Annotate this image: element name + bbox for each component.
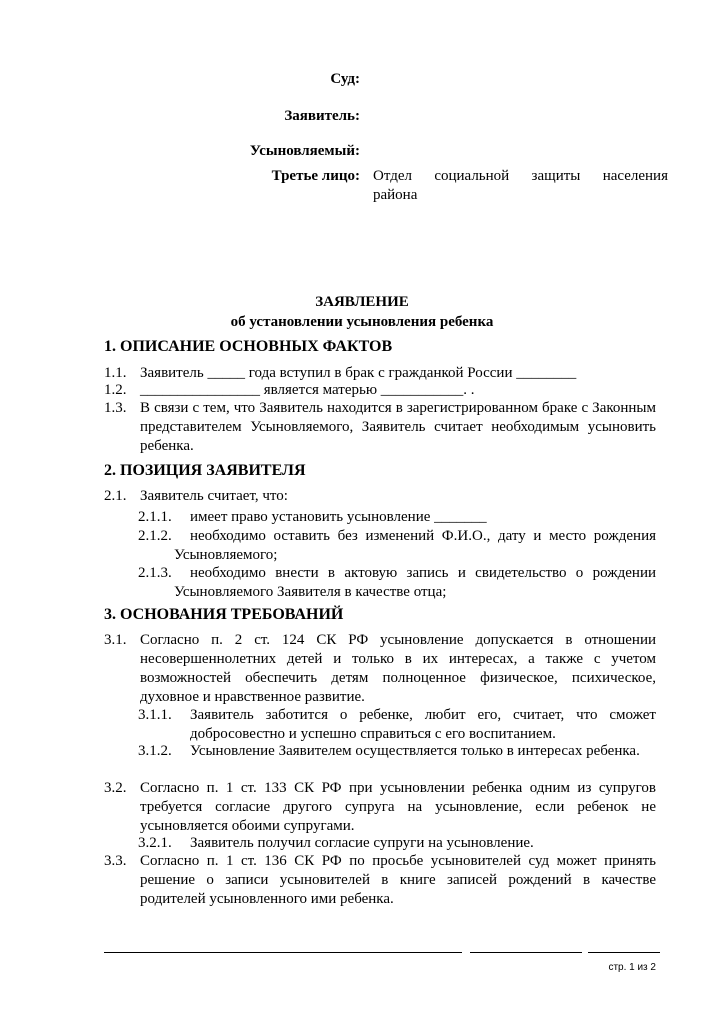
page-number: стр. 1 из 2 <box>608 962 656 973</box>
item-number: 2.1.3. <box>138 565 172 581</box>
list-item <box>104 631 656 707</box>
list-item <box>104 852 656 909</box>
item-number: 1.1. <box>104 365 127 381</box>
item-number: 2.1.1. <box>138 509 172 525</box>
footer-divider-gap <box>462 948 470 956</box>
item-number: 1.3. <box>104 400 127 416</box>
item-number: 3.3. <box>104 853 127 869</box>
section-3-heading: 3. ОСНОВАНИЯ ТРЕБОВАНИЙ <box>104 606 344 623</box>
third-party-value <box>373 167 668 205</box>
item-text: имеет право установить усыновление _______ <box>190 509 487 525</box>
applicant-label: Заявитель: <box>284 108 360 124</box>
item-text: В связи с тем, что Заявитель находится в зарегистрированном браке с Законным представителем Усыновляемого, Заявитель считает необходимым усыновить ребенка. <box>140 400 656 454</box>
list-item <box>138 527 656 565</box>
list-item <box>104 779 656 836</box>
item-text: ________________ является матерью ___________. . <box>140 382 475 398</box>
document-subtitle: об установлении усыновления ребенка <box>230 314 494 330</box>
third-party-value-line2: района <box>373 187 418 203</box>
item-number: 3.1. <box>104 632 127 648</box>
item-text: Заявитель заботится о ребенке, любит его, считает, что сможет добросовестно и успешно справиться с его воспитанием. <box>190 707 656 742</box>
item-text: Согласно п. 2 ст. 124 СК РФ усыновление допускается в отношении несовершеннолетних детей и только в их интересах, а также с учетом возможностей обеспечить детям полноценное физическое, психическое, духовное и нравственное развитие. <box>140 632 656 705</box>
court-label: Суд: <box>330 71 360 87</box>
item-text: Заявитель получил согласие супруги на усыновление. <box>190 835 534 851</box>
list-item <box>104 381 656 400</box>
item-number: 2.1.2. <box>138 528 172 544</box>
list-item <box>138 706 656 744</box>
list-item <box>104 399 656 456</box>
document-title: ЗАЯВЛЕНИЕ <box>315 294 409 310</box>
item-number: 3.2.1. <box>138 835 172 851</box>
third-party-label: Третье лицо: <box>271 168 360 184</box>
third-party-value-line1: Отдел социальной защиты населения <box>373 168 668 184</box>
list-item <box>138 508 656 527</box>
item-text: Заявитель считает, что: <box>140 488 288 504</box>
item-number: 2.1. <box>104 488 127 504</box>
item-text: необходимо оставить без изменений Ф.И.О., дату и место рождения Усыновляемого; <box>174 528 656 563</box>
item-text: Согласно п. 1 ст. 136 СК РФ по просьбе усыновителей суд может принять решение о записи усыновителей в книге записей рождений в качестве родителей усыновленного ими ребенка. <box>140 853 656 907</box>
item-number: 3.1.1. <box>138 707 172 723</box>
item-text: Согласно п. 1 ст. 133 СК РФ при усыновлении ребенка одним из супругов требуется согласие другого супруга на усыновление, если ребенок не усыновляется обоими супругами. <box>140 780 656 834</box>
list-item <box>104 487 656 506</box>
footer-divider <box>104 952 660 953</box>
item-number: 1.2. <box>104 382 127 398</box>
adoptee-label: Усыновляемый: <box>249 143 360 159</box>
list-item <box>138 834 656 853</box>
list-item <box>138 564 656 602</box>
section-2-heading: 2. ПОЗИЦИЯ ЗАЯВИТЕЛЯ <box>104 462 306 479</box>
item-text: Усыновление Заявителем осуществляется только в интересах ребенка. <box>190 743 640 759</box>
item-text: необходимо внести в актовую запись и свидетельство о рождении Усыновляемого Заявителя в качестве отца; <box>174 565 656 600</box>
list-item <box>138 742 656 761</box>
item-text: Заявитель _____ года вступил в брак с гражданкой России ________ <box>140 365 577 381</box>
item-number: 3.2. <box>104 780 127 796</box>
section-1-heading: 1. ОПИСАНИЕ ОСНОВНЫХ ФАКТОВ <box>104 338 393 355</box>
item-number: 3.1.2. <box>138 743 172 759</box>
footer-divider-gap <box>582 948 588 956</box>
